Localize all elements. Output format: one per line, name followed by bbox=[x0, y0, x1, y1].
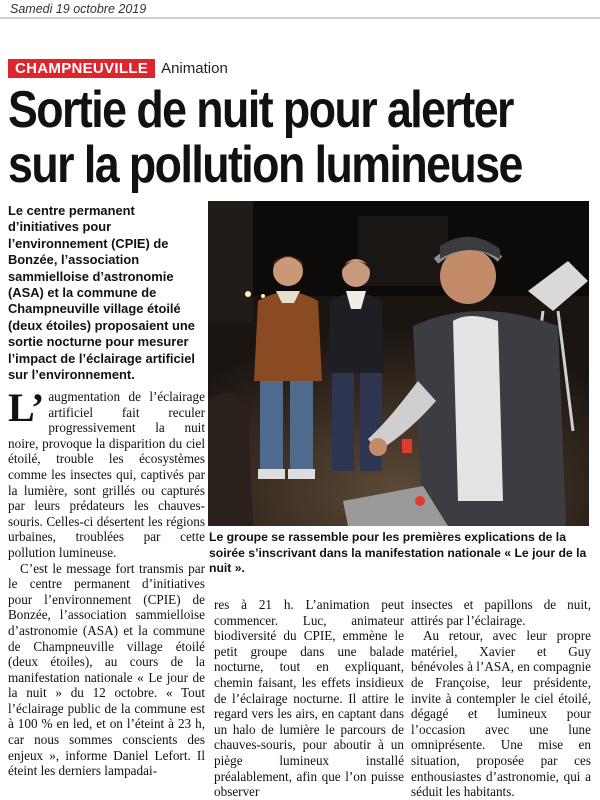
article-column-1 bbox=[8, 385, 205, 779]
article-column-3 bbox=[411, 597, 591, 800]
drop-cap: L’ bbox=[8, 385, 45, 430]
publication-date: Samedi 19 octobre 2019 bbox=[10, 2, 147, 16]
article-column-2 bbox=[214, 597, 404, 800]
article-headline bbox=[8, 81, 522, 194]
article-paragraph-3: Au retour, avec leur propre matériel, Xavier et Guy bénévoles à l’ASA, en compagnie de Françoise, leur présidente, invite à contempler le ciel étoilé, dégagé et lumineux pour l’occasion avec une lune omniprésente. Une mise en situation, proposée par ces enthousiastes d’astronomie, qui a séduit les habitants. bbox=[411, 628, 591, 800]
rubric-category: Animation bbox=[161, 60, 228, 77]
rubric-location-tag: CHAMPNEUVILLE bbox=[8, 59, 155, 78]
photo-caption: Le groupe se rassemble pour les premières explications de la soirée s’inscrivant dans la manifestation nationale « Le jour de la nuit ». bbox=[209, 530, 587, 575]
rubric bbox=[8, 59, 228, 78]
headline-line-1: Sortie de nuit pour alerter bbox=[8, 81, 513, 139]
header-divider bbox=[0, 17, 600, 19]
article-paragraph-1 bbox=[8, 385, 205, 561]
article-paragraph-2-cont: res à 21 h. L’animation peut commencer. Luc, animateur biodiversité du CPIE, emmène le petit groupe dans une balade nocturne, tout en expliquant, chemin faisant, les effets insidieux de l’éclairage nocturne. Il attire le regard vers les airs, en captant dans un halo de lumière le parcours de chauves-souris, pour aboutir à un piège lumineux installé préalablement, afin que l’on puisse observer bbox=[214, 597, 404, 800]
headline-line-2: sur la pollution lumineuse bbox=[8, 136, 522, 194]
article-lead: Le centre permanent d’initiatives pour l’environnement (CPIE) de Bonzée, l’association sammielloise d’astronomie (ASA) et la commune de Champneuville village étoilé (deux étoiles) proposaient une sortie nocturne pour mesurer l’impact de l’éclairage artificiel sur l’environnement. bbox=[8, 203, 195, 383]
article-paragraph-2-start: C’est le message fort transmis par le centre permanent d’initiatives pour l’environnement (CPIE) de Bonzée, l’association sammielloise d’astronomie (ASA) et la commune de Champneuville village étoilé (deux étoiles), au cours de la manifestation nationale « Le jour de la nuit » du 12 octobre. « Tout l’éclairage public de la commune est à 100 % en led, et on l’éteint à 23 h, car nous sommes conscients des enjeux », informe Daniel Lefort. Il éteint les derniers lampadai- bbox=[8, 560, 205, 779]
article-photo bbox=[208, 201, 589, 526]
night-group-photo bbox=[208, 201, 589, 526]
paragraph-1-text: augmentation de l’éclairage artificiel fait reculer progressivement la nuit noire, provoque la disparition du ciel étoilé, trouble les écosystèmes comme les insectes qui, captivés par la lumière, sont grillés ou capturés par leurs prédateurs les chauves-souris. Celles-ci désertent les régions urbaines, troublées par cette pollution lumineuse. bbox=[8, 389, 205, 560]
article-paragraph-2-end: insectes et papillons de nuit, attirés par l’éclairage. bbox=[411, 597, 591, 628]
